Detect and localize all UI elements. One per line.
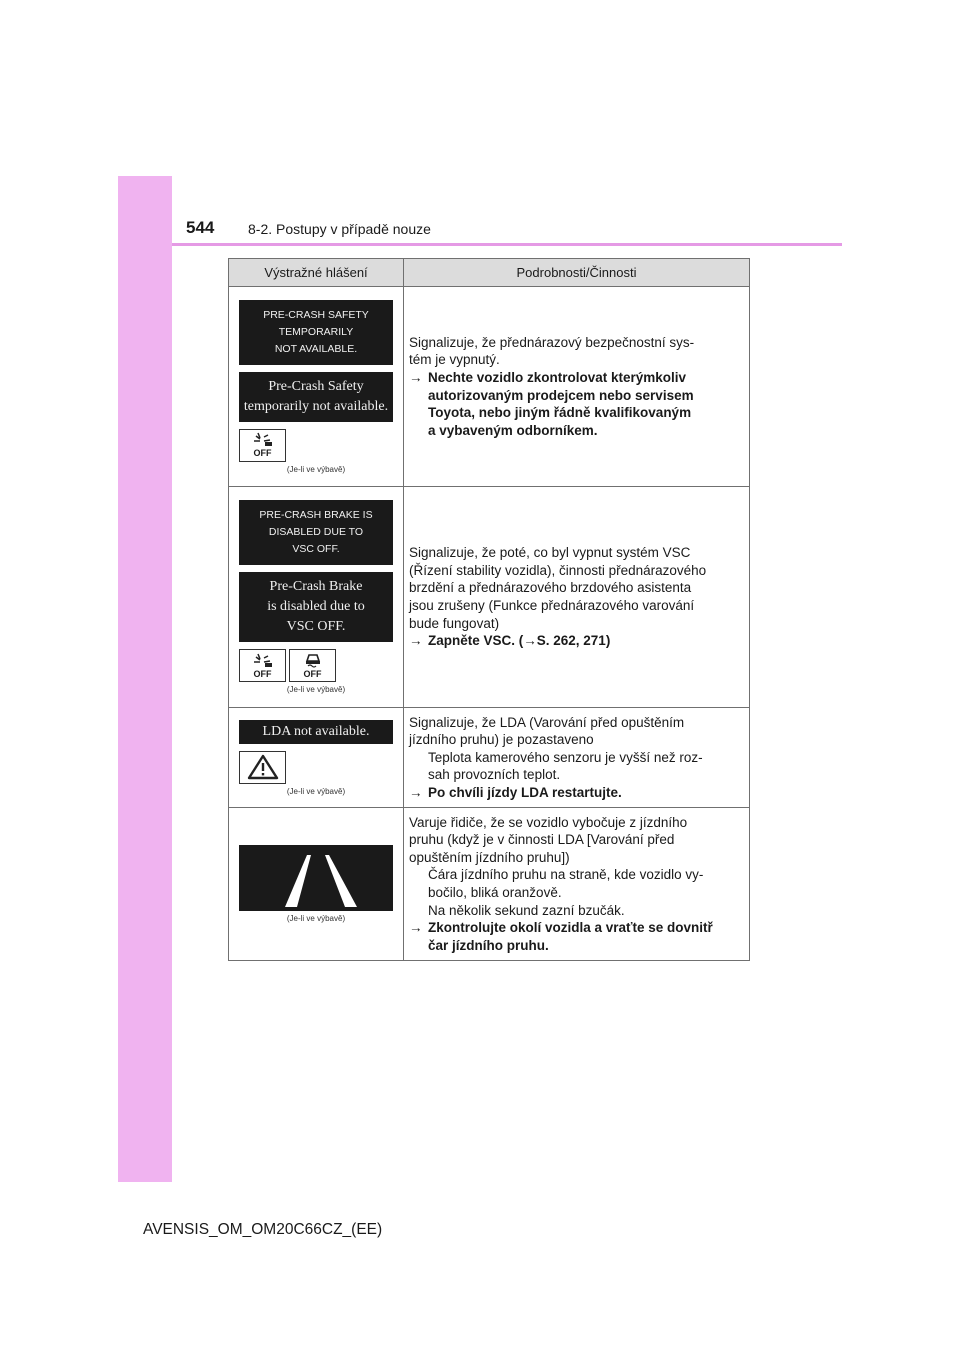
indicator-icons	[239, 649, 393, 682]
pcs-off-icon: OFF	[239, 649, 286, 682]
section-title: 8-2. Postupy v případě nouze	[248, 221, 431, 237]
warning-cell	[229, 808, 404, 961]
column-header-warning: Výstražné hlášení	[229, 259, 404, 287]
equipment-note: (Je-li ve výbavě)	[286, 685, 346, 694]
equipment-note: (Je-li ve výbavě)	[286, 914, 346, 923]
chapter-sidebar-tab	[118, 176, 172, 1182]
document-code: AVENSIS_OM_OM20C66CZ_(EE)	[143, 1221, 383, 1238]
table-row	[229, 808, 750, 961]
indicator-icons	[239, 751, 393, 784]
warning-triangle-icon	[239, 751, 286, 784]
details-cell: Signalizuje, že přednárazový bezpečnostní sys- tém je vypnutý. → Nechte vozidlo zkontrolovat kterýmkoliv autorizovaným prodejcem nebo servisem Toyota, nebo jiným řádně kvalifikovaným a vybaveným odborníkem.	[404, 287, 750, 487]
indicator-icons	[239, 429, 393, 462]
arrow-icon: →	[409, 633, 423, 649]
lane-departure-graphic	[239, 845, 393, 911]
table-row	[229, 287, 750, 487]
display-message-text: PRE-CRASH SAFETY TEMPORARILY NOT AVAILABLE.	[239, 300, 393, 365]
arrow-icon: →	[409, 369, 423, 385]
display-message-graphic: LDA not available.	[239, 720, 393, 744]
details-cell: Varuje řidiče, že se vozidlo vybočuje z jízdního pruhu (když je v činnosti LDA [Varování před opuštěním jízdního pruhu]) Čára jízdního pruhu na straně, kde vozidlo vy- bočilo, bliká oranžově. Na několik sekund zazní bzučák. → Zkontrolujte okolí vozidla a vraťte se dovnitř čar jízdního pruhu.	[404, 808, 750, 961]
display-message-graphic: Pre-Crash Brake is disabled due to VSC OFF.	[239, 572, 393, 642]
warning-cell	[229, 487, 404, 708]
equipment-note: (Je-li ve výbavě)	[286, 464, 346, 474]
table-row	[229, 708, 750, 808]
arrow-icon: →	[409, 920, 423, 936]
details-cell: Signalizuje, že LDA (Varování před opuštěním jízdního pruhu) je pozastaveno Teplota kamerového senzoru je vyšší než roz- sah provozních teplot. → Po chvíli jízdy LDA restartujte.	[404, 708, 750, 808]
display-message-text: PRE-CRASH BRAKE IS DISABLED DUE TO VSC OFF.	[239, 500, 393, 565]
equipment-note: (Je-li ve výbavě)	[286, 786, 346, 796]
warning-cell	[229, 287, 404, 487]
warning-messages-table	[228, 258, 750, 961]
page-number: 544	[186, 218, 215, 237]
details-cell: Signalizuje, že poté, co byl vypnut systém VSC (Řízení stability vozidla), činnosti přednárazového brzdění a přednárazového brzdového asistenta jsou zrušeny (Funkce přednárazového varování bude fungovat) → Zapněte VSC. (→S. 262, 271)	[404, 487, 750, 708]
vsc-off-icon: OFF	[289, 649, 336, 682]
table-row	[229, 487, 750, 708]
header-rule	[172, 243, 842, 246]
pcs-off-icon: OFF	[239, 429, 286, 462]
warning-cell	[229, 708, 404, 808]
table-header-row	[229, 259, 750, 287]
display-message-graphic: Pre-Crash Safety temporarily not available.	[239, 372, 393, 422]
column-header-details: Podrobnosti/Činnosti	[404, 259, 750, 287]
arrow-icon: →	[409, 784, 423, 800]
